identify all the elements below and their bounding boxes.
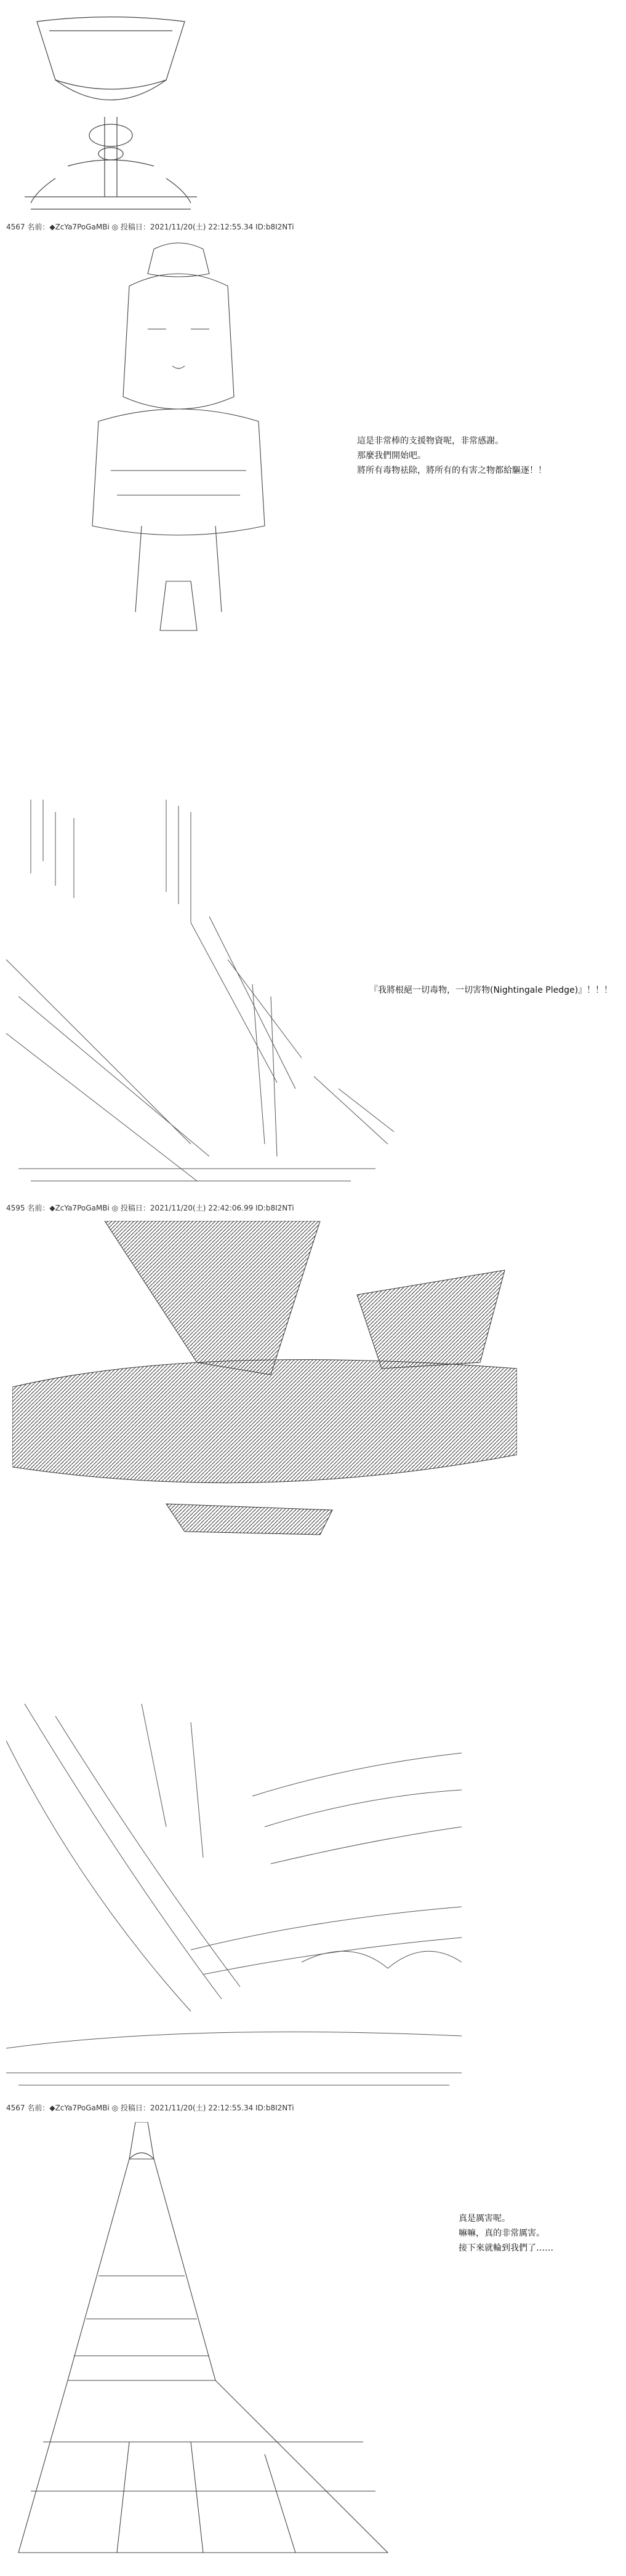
dialogue-line: 『我將根絕一切毒物，一切害物(Nightingale Pledge)』！！！ bbox=[369, 985, 613, 995]
ascii-art-dense-wave bbox=[12, 1221, 517, 1541]
ascii-art-character-nurse bbox=[62, 237, 295, 643]
energy-lines-illustration bbox=[6, 1704, 468, 2097]
dialogue-line: 這是非常棒的支援物資呢，非常感謝。 bbox=[357, 436, 504, 446]
cloaked-figure-illustration bbox=[6, 2122, 400, 2571]
post-header-3: 4567 名前：◆ZcYa7PoGaMBi ◎ 投稿日：2021/11/20(土) 22:12:55.34 ID:b8I2NTi bbox=[6, 2104, 294, 2112]
dialogue-line: 嘛嘛，真的非常厲害。 bbox=[459, 2228, 545, 2238]
speed-lines-illustration bbox=[6, 800, 400, 1199]
dialogue-panel3 bbox=[369, 983, 612, 998]
post-header-1: 4567 名前：◆ZcYa7PoGaMBi ◎ 投稿日：2021/11/20(土) 22:12:55.34 ID:b8I2NTi bbox=[6, 223, 294, 231]
ascii-art-chalice bbox=[12, 12, 209, 215]
dialogue-line: 將所有毒物祛除，將所有的有害之物都給驅逐！！ bbox=[357, 466, 547, 475]
dialogue-panel2 bbox=[357, 434, 547, 478]
chalice-illustration bbox=[12, 12, 209, 215]
dialogue-line: 接下來就輪到我們了…… bbox=[459, 2243, 553, 2253]
dialogue-line: 真是厲害呢。 bbox=[459, 2214, 510, 2224]
ascii-art-speed-lines bbox=[6, 800, 400, 1199]
post-header-2: 4595 名前：◆ZcYa7PoGaMBi ◎ 投稿日：2021/11/20(土) 22:42:06.99 ID:b8I2NTi bbox=[6, 1204, 294, 1212]
dense-wave-illustration bbox=[12, 1221, 517, 1541]
ascii-art-energy-lines bbox=[6, 1704, 468, 2097]
dialogue-line: 那麼我們開始吧。 bbox=[357, 451, 426, 461]
ascii-art-cloaked-figure bbox=[6, 2122, 400, 2571]
dialogue-panel6 bbox=[459, 2211, 553, 2256]
character-illustration bbox=[62, 237, 295, 643]
